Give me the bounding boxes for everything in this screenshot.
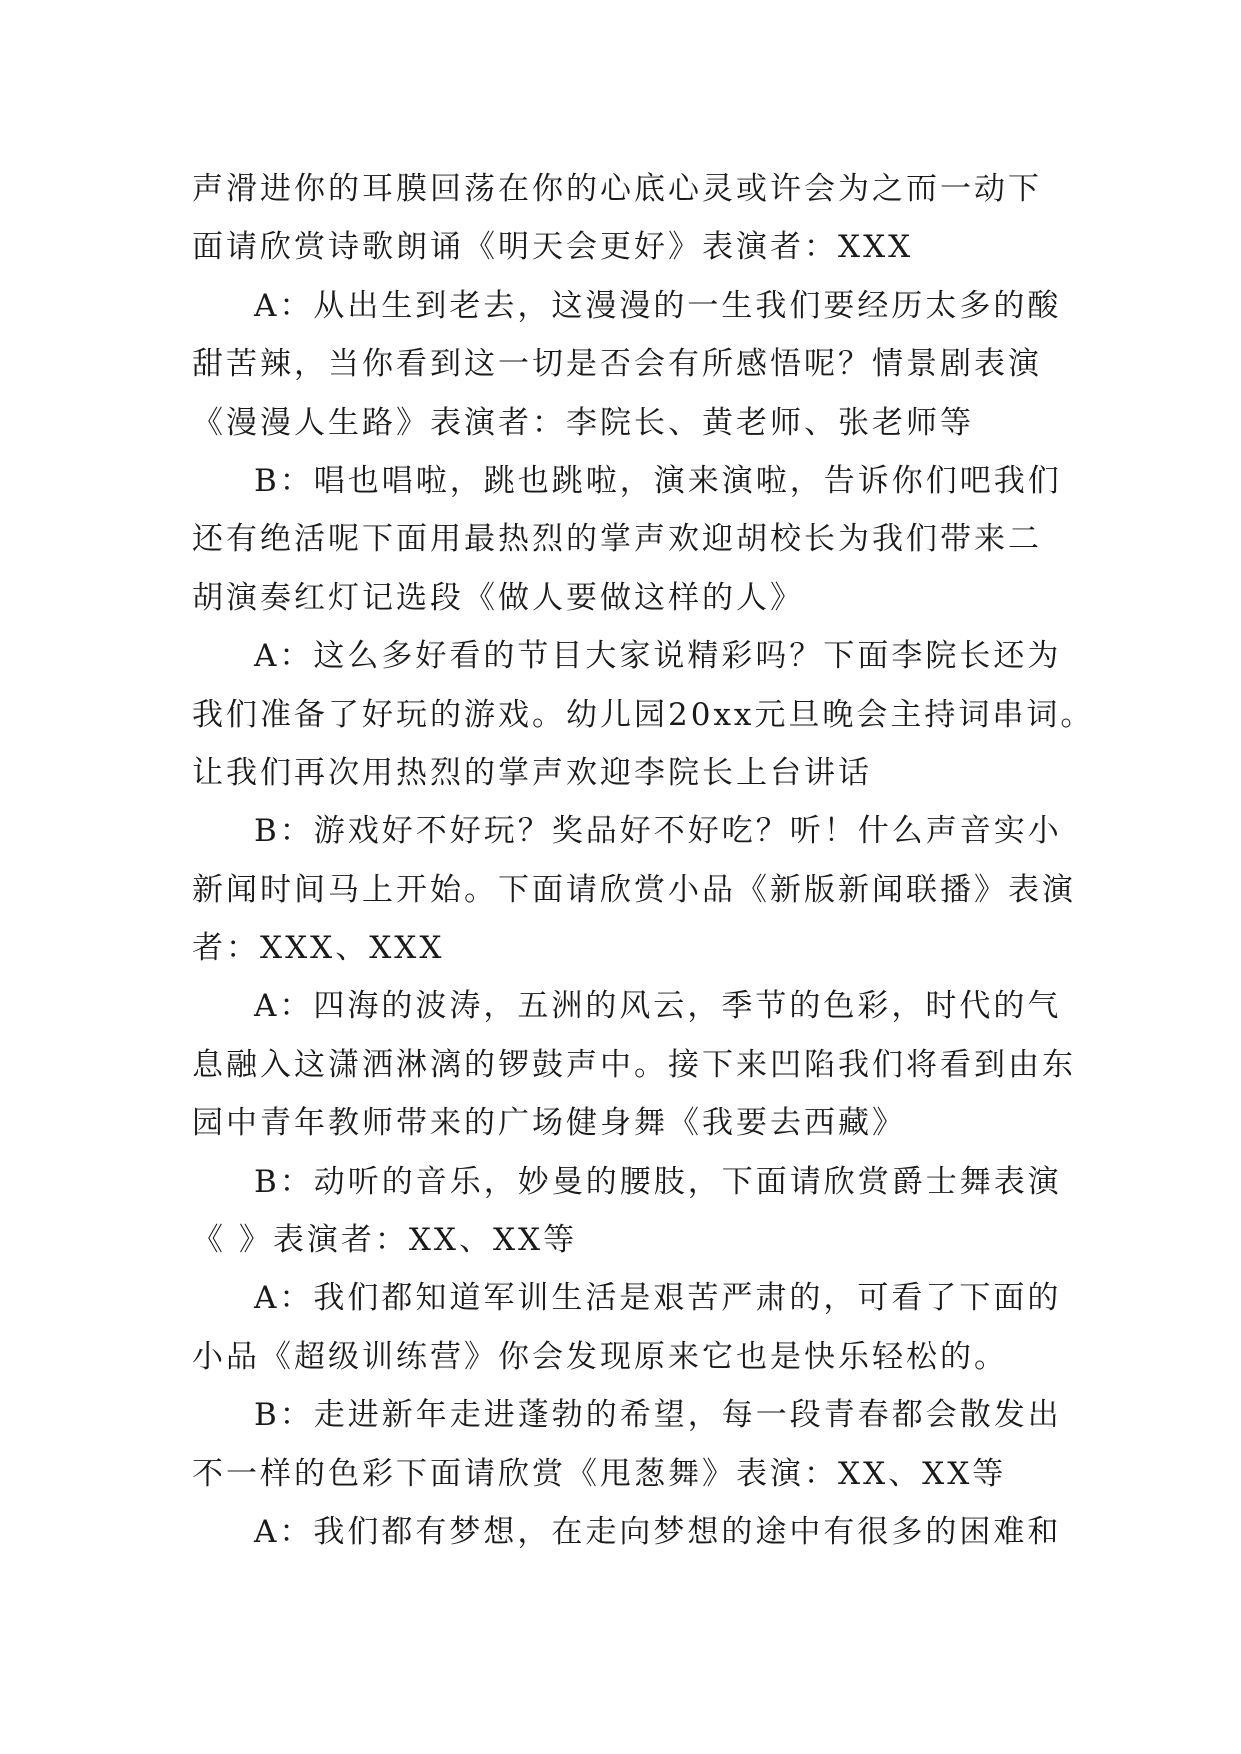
paragraph-first-line: A：这么多好看的节目大家说精彩吗？下面李院长还为 [254,638,1062,675]
document-body [192,160,1095,1561]
paragraph-line: 让我们再次用热烈的掌声欢迎李院长上台讲话 [192,754,872,791]
paragraph-line: 《 》表演者：XX、XX等 [192,1222,578,1259]
paragraph-line: 还有绝活呢下面用最热烈的掌声欢迎胡校长为我们带来二 [192,521,1042,558]
paragraph-first-line: A：从出生到老去，这漫漫的一生我们要经历太多的酸 [254,287,1062,324]
paragraph-first-line: B：游戏好不好玩？奖品好不好吃？听！什么声音实小 [254,813,1062,850]
paragraph-line: 面请欣赏诗歌朗诵《明天会更好》表演者：XXX [192,229,914,266]
paragraph-line: 我们准备了好玩的游戏。幼儿园20xx元旦晚会主持词串词。 [192,696,1095,733]
paragraph-line: 甜苦辣，当你看到这一切是否会有所感悟呢？情景剧表演 [192,346,1042,383]
paragraph-first-line: A：我们都有梦想，在走向梦想的途中有很多的困难和 [254,1513,1062,1550]
paragraph-first-line: A：我们都知道军训生活是艰苦严肃的，可看了下面的 [254,1280,1062,1317]
paragraph-line: 息融入这潇洒淋漓的锣鼓声中。接下来凹陷我们将看到由东 [192,1046,1076,1083]
paragraph-line: 者：XXX、XXX [192,930,445,967]
paragraph-line: 声滑进你的耳膜回荡在你的心底心灵或许会为之而一动下 [192,171,1042,207]
paragraph-first-line: B：走进新年走进蓬勃的希望，每一段青春都会散发出 [254,1397,1062,1434]
paragraph-line: 不一样的色彩下面请欣赏《甩葱舞》表演：XX、XX等 [192,1455,1007,1492]
paragraph-first-line: B：唱也唱啦，跳也跳啦，演来演啦，告诉你们吧我们 [254,462,1062,499]
paragraph-line: 《漫漫人生路》表演者：李院长、黄老师、张老师等 [192,404,974,441]
paragraph-line: 园中青年教师带来的广场健身舞《我要去西藏》 [192,1105,906,1142]
paragraph-line: 小品《超级训练营》你会发现原来它也是快乐轻松的。 [192,1338,1008,1375]
paragraph-line: 胡演奏红灯记选段《做人要做这样的人》 [192,579,804,616]
paragraph-first-line: B：动听的音乐，妙曼的腰肢，下面请欣赏爵士舞表演 [254,1163,1062,1200]
paragraph-first-line: A：四海的波涛，五洲的风云，季节的色彩，时代的气 [254,988,1062,1025]
paragraph-line: 新闻时间马上开始。下面请欣赏小品《新版新闻联播》表演 [192,871,1076,908]
